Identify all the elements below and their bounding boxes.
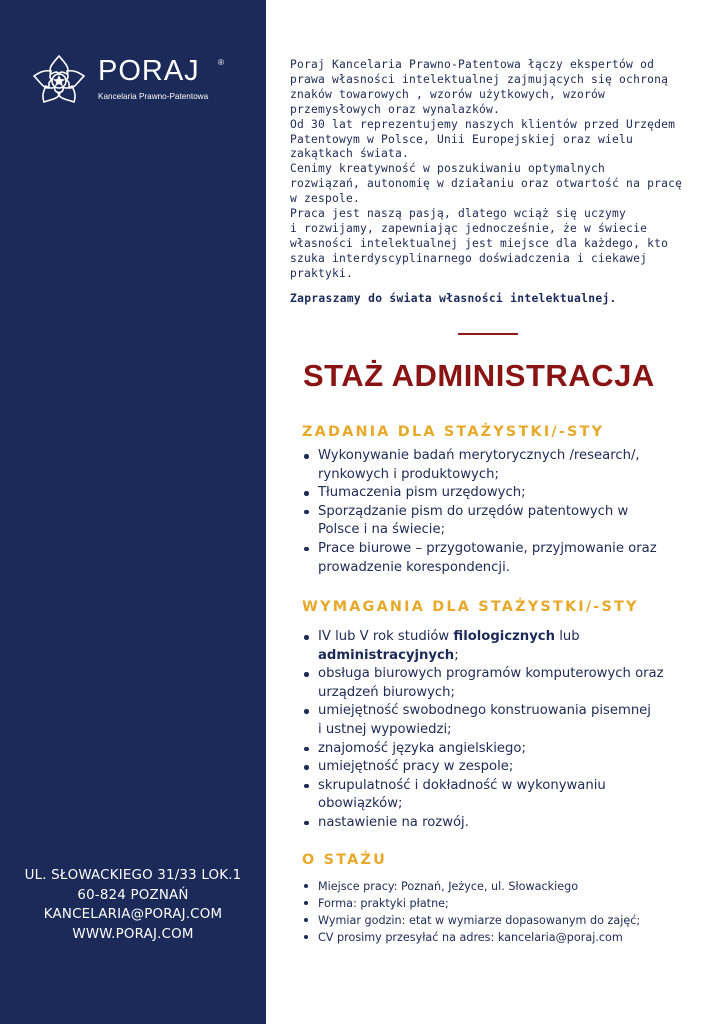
requirements-list [302,628,702,833]
about-list [302,878,702,946]
list-item-text: Polsce i na świecie; [318,522,446,538]
list-item [302,912,702,929]
list-item [302,758,702,777]
intro-line: Cenimy kreatywność w poszukiwaniu optymalnych [290,162,606,176]
list-item [302,702,702,739]
list-item-text: obsługa biurowych programów komputerowych oraz [318,666,664,682]
intro-line: przemysłowych oraz wynalazków. [290,102,501,116]
list-item [302,895,702,912]
intro-line: prawa własności intelektualnej zajmujących się ochroną [290,72,669,86]
invitation-text: Zapraszamy do świata własności intelektualnej. [290,292,617,305]
list-item [302,484,702,503]
list-item [302,665,702,702]
address-line-1: UL. SŁOWACKIEGO 31/33 LOK.1 [24,868,242,883]
intro-line: zakątkach świata. [290,147,410,161]
intro-line: szuka interdyscyplinarnego doświadczenia i ciekawej [290,251,648,265]
list-item-text: Wykonywanie badań merytorycznych /research/, [318,448,640,463]
list-item-text: Sporządzanie pism do urzędów patentowych w [318,503,629,519]
intro-paragraph [290,58,710,282]
intro-line: Patentowym w Polsce, Unii Europejskiej oraz wielu [290,132,634,146]
brand-subtitle: Kancelaria Prawno-Patentowa [98,92,209,101]
list-item-text[interactable]: CV prosimy przesyłać na adres: kancelaria@poraj.com [318,931,623,944]
list-item-text: obowiązków; [318,796,403,812]
list-item-text: skrupulatność i dokładność w wykonywaniu [318,777,606,793]
list-item-text: Forma: praktyki płatne; [318,897,449,910]
tasks-list [302,447,702,577]
intro-line: i rozwijamy, zapewniając jednocześnie, że w świecie [290,221,648,235]
list-item-text: Prace biurowe – przygotowanie, przyjmowanie oraz [318,540,657,556]
list-item [302,777,702,814]
address-line-2: 60-824 POZNAŃ [77,887,189,903]
intro-line: własności intelektualnej jest miejsce dla każdego, kto [290,236,669,250]
list-item-text: Tłumaczenia pism urzędowych; [318,485,526,501]
list-item-text: umiejętność pracy w zespole; [318,759,514,775]
list-item-text: rynkowych i produktowych; [318,466,499,482]
intro-line: Od 30 lat reprezentujemy naszych klientów przed Urzędem [290,117,676,131]
list-item-text [318,647,702,666]
list-item-text: umiejętność swobodnego konstruowania pisemnej [318,703,651,719]
intro-line: rozwiązań, autonomię w działaniu oraz otwartość na pracę [290,177,683,191]
sidebar [0,0,266,1024]
list-item-text [318,628,702,647]
intro-line: praktyki. [290,266,354,280]
list-item [302,503,702,540]
logo[interactable] [30,52,240,116]
intro-line: w zespole. [290,192,361,206]
item-text-bold: administracyjnych [318,647,455,663]
list-item [302,929,702,946]
list-item [302,740,702,759]
intro-line: Praca jest naszą pasją, dlatego wciąż się uczymy [290,207,627,221]
list-item-text: urządzeń biurowych; [318,684,455,700]
list-item [302,447,702,484]
brand-name: PORAJ [98,55,200,87]
list-item-text: Miejsce pracy: Poznań, Jeżyce, ul. Słowackiego [318,880,579,893]
list-item-text: nastawienie na rozwój. [318,814,469,830]
divider [458,333,518,335]
list-item-text: znajomość języka angielskiego; [318,740,526,756]
about-heading: O STAŻU [302,852,387,868]
page-title: STAŻ ADMINISTRACJA [303,358,655,393]
item-text: ; [454,647,459,663]
list-item [302,878,702,895]
intro-line: Poraj Kancelaria Prawno-Patentowa łączy ekspertów od [290,58,655,71]
list-item-text: Wymiar godzin: etat w wymiarze dopasowanym do zajęć; [318,914,641,927]
contact-block [0,866,266,944]
list-item-text: prowadzenie korespondencji. [318,559,510,575]
registered-mark: ® [218,58,224,67]
email-link[interactable]: KANCELARIA@PORAJ.COM [43,907,223,922]
list-item [302,814,702,833]
item-text: IV lub V rok studiów [318,629,454,644]
intro-line: znaków towarowych , wzorów użytkowych, wzorów [290,87,606,101]
item-text-bold: filologicznych [453,629,556,644]
item-text: lub [555,629,580,644]
requirements-heading: WYMAGANIA DLA STAŻYSTKI/-STY [302,599,639,615]
rose-emblem-icon [30,52,88,110]
list-item [302,540,702,577]
list-item [302,628,702,665]
list-item-text: i ustnej wypowiedzi; [318,721,452,737]
tasks-heading: ZADANIA DLA STAŻYSTKI/-STY [302,424,605,440]
website-link[interactable]: WWW.PORAJ.COM [72,926,194,942]
